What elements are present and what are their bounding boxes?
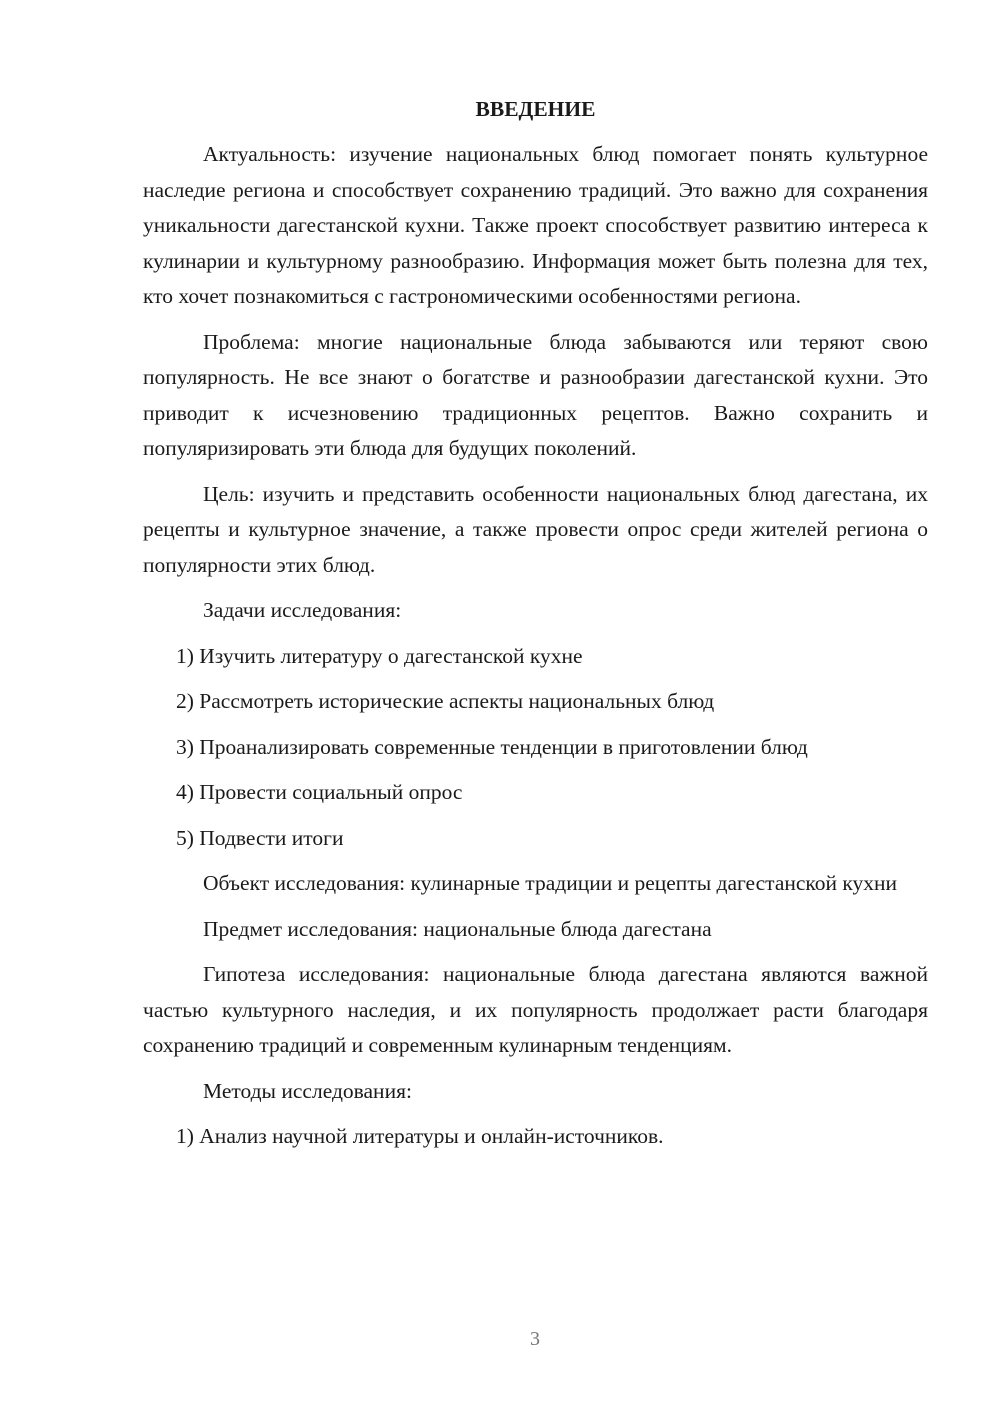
subject-paragraph: Предмет исследования: национальные блюда дагестана: [203, 916, 712, 941]
goal-paragraph: Цель: изучить и представить особенности национальных блюд дагестана, их рецепты и культурное значение, а также провести опрос среди жителей региона о популярности этих блюд.: [143, 481, 928, 577]
hypothesis-paragraph: Гипотеза исследования: национальные блюда дагестана являются важной частью культурного наследия, и их популярность продолжает расти благодаря сохранению традиций и современным кулинарным тенденциям.: [143, 962, 928, 1057]
list-item: 2) Рассмотреть исторические аспекты национальных блюд: [176, 689, 715, 713]
object-paragraph: Объект исследования: кулинарные традиции и рецепты дагестанской кухни: [203, 871, 898, 895]
tasks-heading: Задачи исследования:: [203, 598, 402, 622]
list-item: 4) Провести социальный опрос: [176, 780, 463, 804]
document-page: [143, 92, 928, 1165]
relevance-paragraph: Актуальность: изучение национальных блюд помогает понять культурное наследие региона и способствует сохранению традиций. Это важно для сохранения уникальности дагестанской кухни. Также проект способствует развитию интереса к кулинарии и культурному разнообразию. Информация может быть полезна для тех, кто хочет познакомиться с гастрономическими особенностями региона.: [143, 142, 928, 308]
problem-paragraph: Проблема: многие национальные блюда забываются или теряют свою популярность. Не все знают о богатстве и разнообразии дагестанской кухни. Это приводит к исчезновению традиционных рецептов. Важно сохранить и популяризировать эти блюда для будущих поколений.: [143, 329, 928, 460]
list-item: 3) Проанализировать современные тенденции в приготовлении блюд: [176, 734, 808, 759]
page-title: ВВЕДЕНИЕ: [475, 97, 596, 121]
tasks-list: [143, 639, 928, 857]
methods-heading: Методы исследования:: [203, 1078, 412, 1103]
list-item: 1) Изучить литературу о дагестанской кухне: [176, 643, 583, 668]
list-item: 1) Анализ научной литературы и онлайн-источников.: [176, 1124, 664, 1148]
list-item: 5) Подвести итоги: [176, 825, 344, 850]
methods-list: [143, 1119, 928, 1155]
page-number: 3: [530, 1328, 540, 1350]
